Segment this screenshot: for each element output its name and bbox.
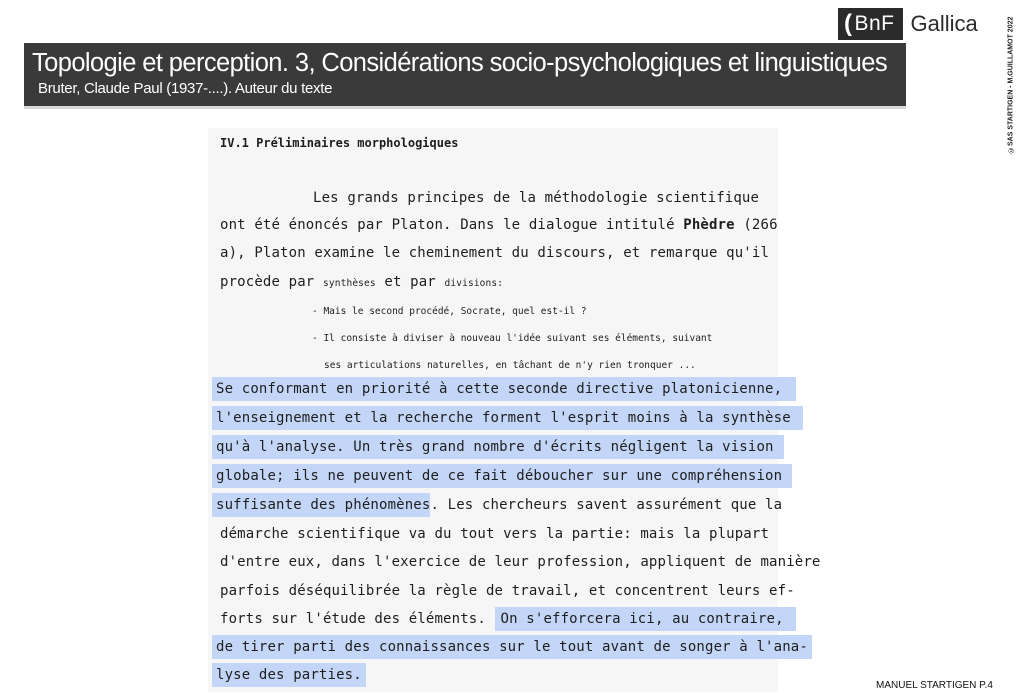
scanned-page bbox=[208, 128, 821, 692]
section-heading: IV.1 Préliminaires morphologiques bbox=[220, 136, 459, 150]
highlighted-text-line: l'enseignement et la recherche forment l'esprit moins à la synthèse bbox=[220, 410, 803, 426]
text-line: d'entre eux, dans l'exercice de leur profession, appliquent de manière bbox=[220, 554, 821, 570]
text-line: suffisante des phénomènes. Les chercheurs savent assurément que la bbox=[220, 497, 782, 513]
banner-shadow bbox=[24, 106, 906, 109]
document-title: Topologie et perception. 3, Considérations socio-psychologiques et linguistiques bbox=[32, 49, 887, 77]
quote-line: ses articulations naturelles, en tâchant de n'y rien tronquer ... bbox=[324, 360, 696, 371]
bnf-logo-text: BnF bbox=[854, 12, 895, 35]
document-title-banner bbox=[24, 43, 906, 106]
highlighted-text-line: Se conformant en priorité à cette seconde directive platonicienne, bbox=[220, 381, 796, 397]
text-line: ont été énoncés par Platon. Dans le dialogue intitulé Phèdre (266 bbox=[220, 217, 778, 233]
copyright-credit: ©SAS STARTIGEN - M.GUILLAMOT 2022 bbox=[1007, 16, 1015, 153]
quote-line: - Il consiste à diviser à nouveau l'idée suivant ses éléments, suivant bbox=[312, 333, 713, 344]
document-author: Bruter, Claude Paul (1937-....). Auteur du texte bbox=[38, 80, 333, 97]
footer-page-label: MANUEL STARTIGEN P.4 bbox=[876, 680, 993, 691]
text-line: procède par synthèses et par divisions: bbox=[220, 274, 504, 290]
highlighted-text-line: lyse des parties. bbox=[220, 667, 366, 683]
text-line: forts sur l'étude des éléments. On s'efforcera ici, au contraire, bbox=[220, 611, 796, 627]
text-line: a), Platon examine le cheminement du discours, et remarque qu'il bbox=[220, 245, 770, 261]
highlighted-text-line: de tirer parti des connaissances sur le tout avant de songer à l'ana- bbox=[220, 639, 812, 655]
bnf-logo: ( BnF bbox=[838, 8, 903, 40]
highlighted-text-line: qu'à l'analyse. Un très grand nombre d'écrits négligent la vision bbox=[220, 439, 784, 455]
quote-line: - Mais le second procédé, Socrate, quel est-il ? bbox=[312, 306, 587, 317]
highlighted-text-line: globale; ils ne peuvent de ce fait déboucher sur une compréhension bbox=[220, 468, 792, 484]
text-line: Les grands principes de la méthodologie scientifique bbox=[313, 190, 760, 206]
gallica-logo-text: Gallica bbox=[910, 11, 978, 36]
text-line: démarche scientifique va du tout vers la partie: mais la plupart bbox=[220, 526, 770, 542]
text-line: parfois déséquilibrée la règle de travail, et concentrent leurs ef- bbox=[220, 583, 795, 599]
bnf-gallica-logo[interactable] bbox=[838, 8, 978, 40]
